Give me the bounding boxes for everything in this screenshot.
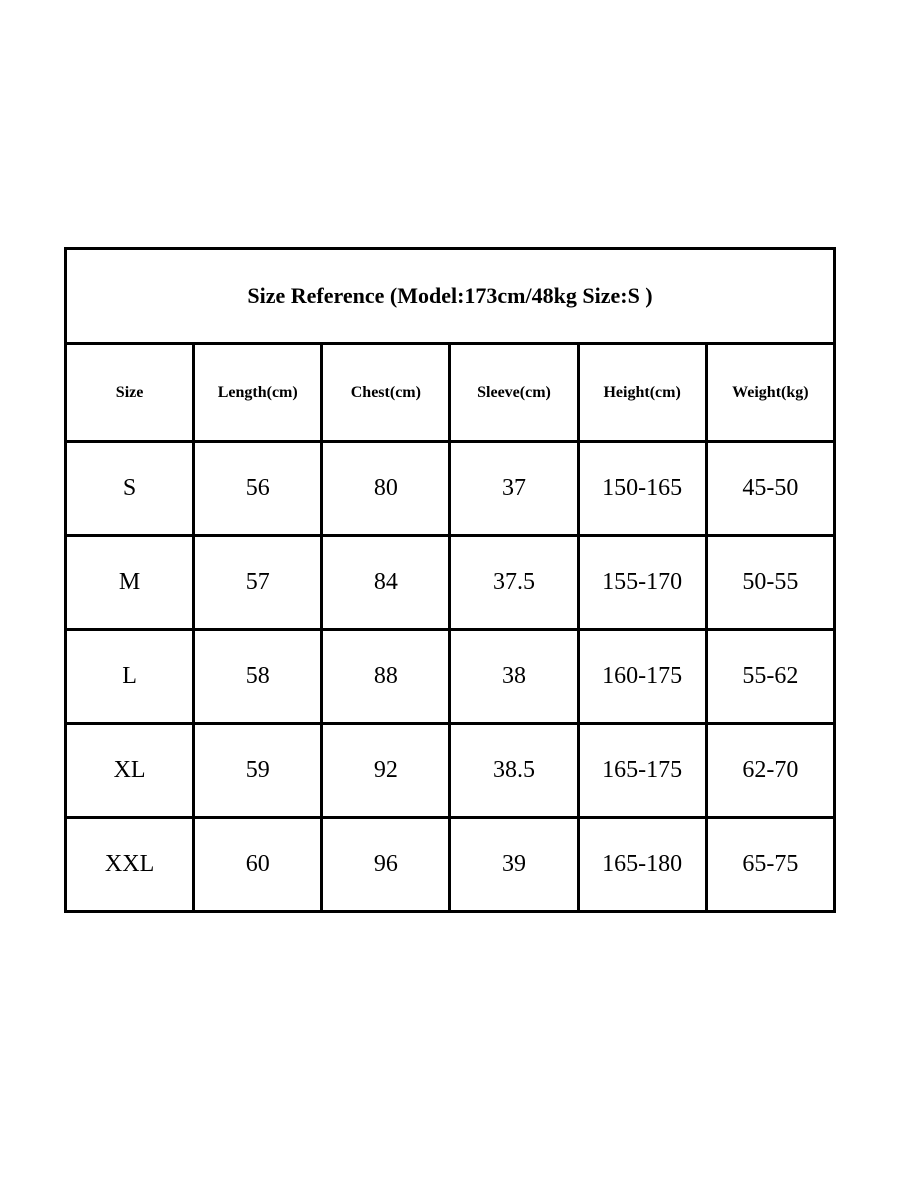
table-row — [66, 630, 835, 724]
size-reference-table — [64, 247, 836, 913]
header-sleeve: Sleeve(cm) — [450, 344, 578, 442]
table-cell: 92 — [322, 724, 450, 818]
table-cell: XL — [66, 724, 194, 818]
table-cell: 38.5 — [450, 724, 578, 818]
table-cell: M — [66, 536, 194, 630]
header-chest: Chest(cm) — [322, 344, 450, 442]
table-cell: 50-55 — [706, 536, 834, 630]
table-cell: 150-165 — [578, 442, 706, 536]
table-cell: 84 — [322, 536, 450, 630]
header-height: Height(cm) — [578, 344, 706, 442]
table-row — [66, 724, 835, 818]
table-cell: 38 — [450, 630, 578, 724]
table-cell: 96 — [322, 818, 450, 912]
table-row — [66, 442, 835, 536]
header-length: Length(cm) — [194, 344, 322, 442]
header-row — [66, 344, 835, 442]
table-cell: 62-70 — [706, 724, 834, 818]
table-cell: 56 — [194, 442, 322, 536]
table-cell: 160-175 — [578, 630, 706, 724]
table-cell: 80 — [322, 442, 450, 536]
table-cell: 165-180 — [578, 818, 706, 912]
table-cell: 59 — [194, 724, 322, 818]
table-cell: 60 — [194, 818, 322, 912]
table-cell: 165-175 — [578, 724, 706, 818]
table-cell: 65-75 — [706, 818, 834, 912]
table-cell: 45-50 — [706, 442, 834, 536]
table-cell: 37 — [450, 442, 578, 536]
title-row — [66, 249, 835, 344]
header-size: Size — [66, 344, 194, 442]
table-cell: 37.5 — [450, 536, 578, 630]
table-cell: XXL — [66, 818, 194, 912]
table-cell: 55-62 — [706, 630, 834, 724]
table-cell: L — [66, 630, 194, 724]
header-weight: Weight(kg) — [706, 344, 834, 442]
table-cell: 58 — [194, 630, 322, 724]
table-cell: 88 — [322, 630, 450, 724]
table-row — [66, 818, 835, 912]
table-cell: 155-170 — [578, 536, 706, 630]
table-row — [66, 536, 835, 630]
table-title: Size Reference (Model:173cm/48kg Size:S ) — [66, 249, 835, 344]
table-cell: 57 — [194, 536, 322, 630]
table-cell: 39 — [450, 818, 578, 912]
table-cell: S — [66, 442, 194, 536]
